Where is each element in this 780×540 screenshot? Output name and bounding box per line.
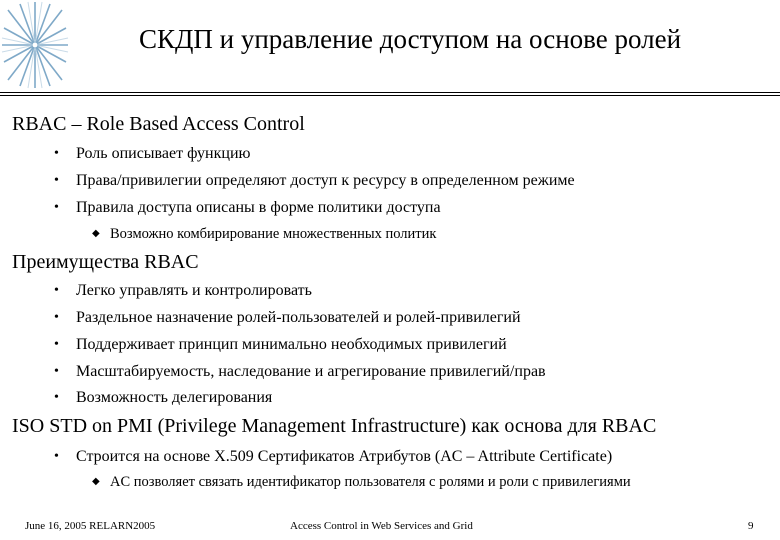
bullet-dot-icon: • [54,364,59,379]
starburst-icon [0,0,70,90]
diamond-bullet-icon: ◆ [92,476,100,487]
bullet-dot-icon: • [54,390,59,405]
footer-title: Access Control in Web Services and Grid [290,520,473,532]
bullet-dot-icon: • [54,283,59,298]
bullet-dot-icon: • [54,449,59,464]
bullet-dot-icon: • [54,146,59,161]
section-heading: Преимущества RBAC [12,251,199,273]
page-number: 9 [748,520,754,532]
title-divider [0,92,780,93]
bullet-dot-icon: • [54,310,59,325]
section-heading: ISO STD on PMI (Privilege Management Infrastructure) как основа для RBAC [12,415,657,437]
bullet-dot-icon: • [54,200,59,215]
footer-date: June 16, 2005 RELARN2005 [25,520,156,532]
diamond-bullet-icon: ◆ [92,228,100,239]
bullet-dot-icon: • [54,173,59,188]
slide-title: СКДП и управление доступом на основе ролей [138,24,682,54]
title-divider-thin [0,95,780,96]
section-heading: RBAC – Role Based Access Control [12,113,305,135]
bullet-dot-icon: • [54,337,59,352]
